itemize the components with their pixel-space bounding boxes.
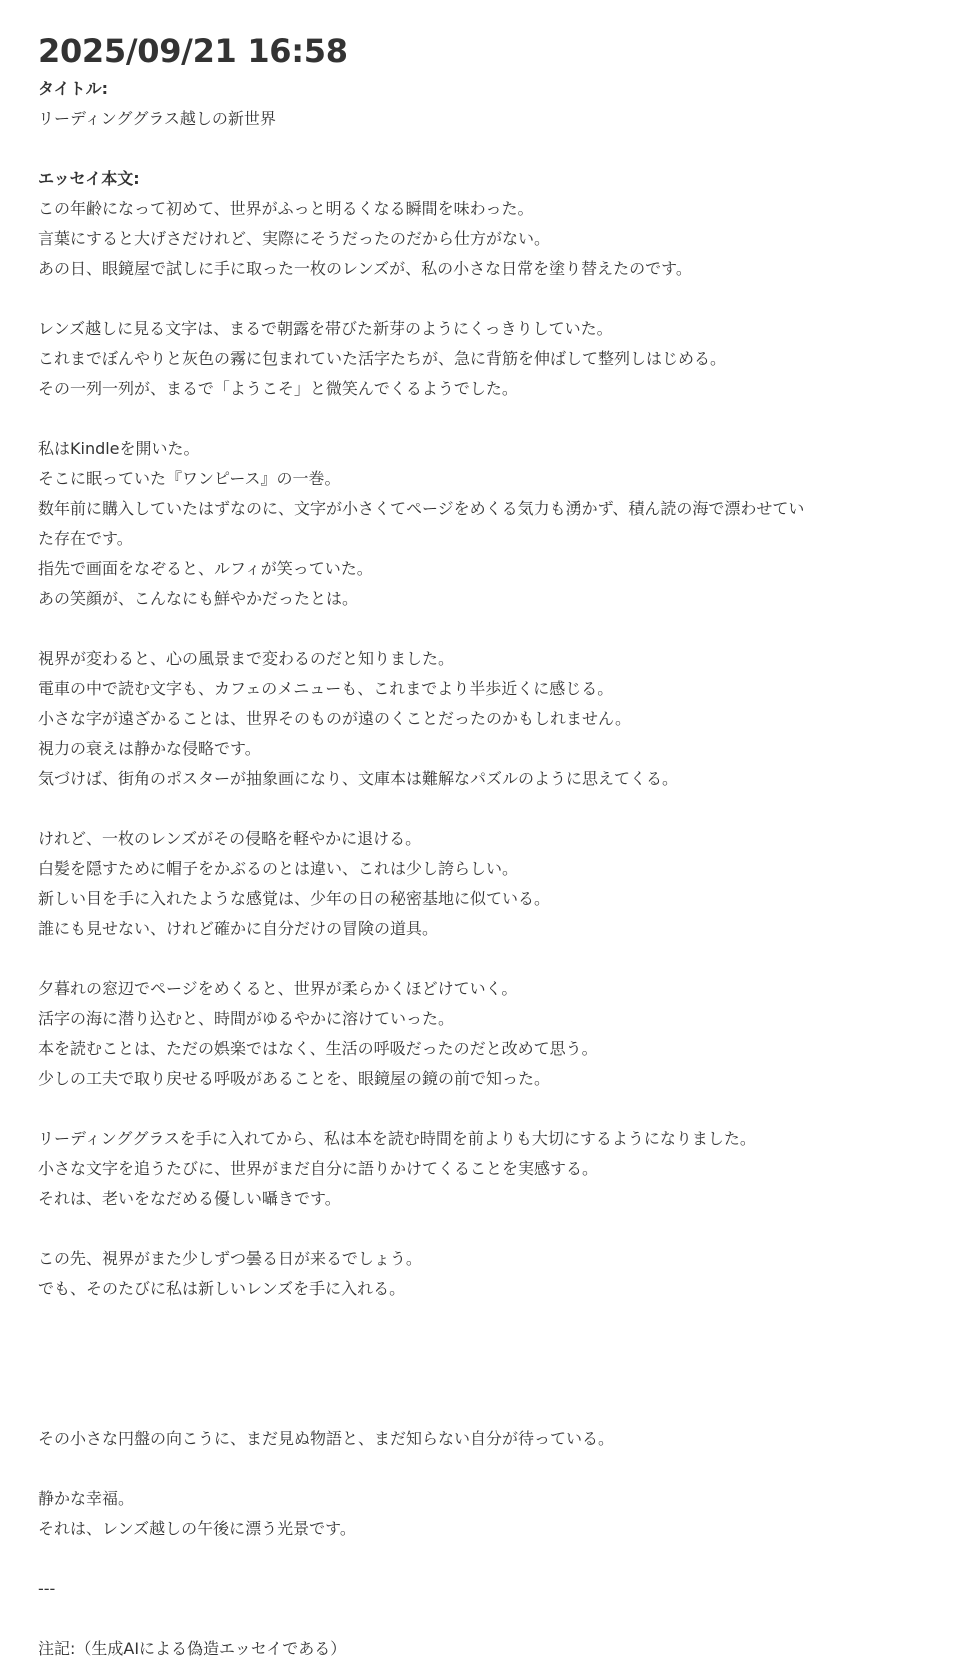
essay-line: 私はKindleを開いた。 [38, 439, 200, 458]
essay-paragraph [38, 314, 958, 404]
essay-line: この年齢になって初めて、世界がふっと明るくなる瞬間を味わった。 [38, 199, 534, 218]
essay-body-label: エッセイ本文: [38, 169, 140, 188]
spacer [38, 614, 958, 644]
spacer [38, 1544, 958, 1574]
essay-line: 小さな文字を追うたびに、世界がまだ自分に語りかけてくることを実感する。 [38, 1159, 599, 1178]
essay-title: リーディンググラス越しの新世界 [38, 109, 276, 128]
essay-paragraph [38, 1484, 958, 1544]
spacer [38, 1394, 958, 1424]
essay-line: 本を読むことは、ただの娯楽ではなく、生活の呼吸だったのだと改めて思う。 [38, 1039, 598, 1058]
essay-line: 誰にも見せない、けれど確かに自分だけの冒険の道具。 [38, 919, 439, 938]
spacer [38, 404, 958, 434]
essay-paragraph [38, 644, 958, 794]
spacer [38, 1094, 958, 1124]
essay-line: た存在です。 [38, 529, 133, 548]
essay-line: けれど、一枚のレンズがその侵略を軽やかに退ける。 [38, 829, 422, 848]
essay-line: その一列一列が、まるで「ようこそ」と微笑んでくるようでした。 [38, 379, 518, 398]
divider: --- [38, 1579, 56, 1598]
essay-line: 電車の中で読む文字も、カフェのメニューも、これまでより半歩近くに感じる。 [38, 679, 614, 698]
essay-line: でも、そのたびに私は新しいレンズを手に入れる。 [38, 1279, 406, 1298]
essay-line: 指先で画面をなぞると、ルフィが笑っていた。 [38, 559, 373, 578]
essay-line: それは、レンズ越しの午後に漂う光景です。 [38, 1519, 356, 1538]
essay-paragraph [38, 1124, 958, 1214]
essay-line: これまでぼんやりと灰色の霧に包まれていた活字たちが、急に背筋を伸ばして整列しはじめる。 [38, 349, 727, 368]
essay-line: レンズ越しに見る文字は、まるで朝露を帯びた新芽のようにくっきりしていた。 [38, 319, 613, 338]
footnote: 注記:（生成AIによる偽造エッセイである） [38, 1639, 347, 1658]
essay-line: 小さな字が遠ざかることは、世界そのものが遠のくことだったのかもしれません。 [38, 709, 631, 728]
essay-paragraph [38, 824, 958, 944]
timestamp-heading: 2025/09/21 16:58 [38, 32, 348, 70]
spacer [38, 1214, 958, 1244]
essay-line: それは、老いをなだめる優しい囁きです。 [38, 1189, 341, 1208]
spacer [38, 794, 958, 824]
essay-line: その小さな円盤の向こうに、まだ見ぬ物語と、まだ知らない自分が待っている。 [38, 1429, 615, 1448]
essay-paragraph [38, 1244, 958, 1304]
essay-line: 静かな幸福。 [38, 1489, 135, 1508]
essay-line: 新しい目を手に入れたような感覚は、少年の日の秘密基地に似ている。 [38, 889, 551, 908]
essay-line: そこに眠っていた『ワンピース』の一巻。 [38, 469, 341, 488]
essay-line: 白髪を隠すために帽子をかぶるのとは違い、これは少し誇らしい。 [38, 859, 519, 878]
essay-line: 視力の衰えは静かな侵略です。 [38, 739, 261, 758]
essay-line: あの笑顔が、こんなにも鮮やかだったとは。 [38, 589, 359, 608]
essay-paragraph [38, 974, 958, 1094]
essay-line: あの日、眼鏡屋で試しに手に取った一枚のレンズが、私の小さな日常を塗り替えたのです。 [38, 259, 692, 278]
essay-line: 気づけば、街角のポスターが抽象画になり、文庫本は難解なパズルのように思えてくる。 [38, 769, 679, 788]
spacer [38, 1604, 958, 1634]
essay-paragraph [38, 1424, 958, 1454]
essay-line: 少しの工夫で取り戻せる呼吸があることを、眼鏡屋の鏡の前で知った。 [38, 1069, 551, 1088]
essay-line: 言葉にすると大げさだけれど、実際にそうだったのだから仕方がない。 [38, 229, 551, 248]
essay-paragraph [38, 194, 958, 284]
spacer [38, 1454, 958, 1484]
essay-line: 活字の海に潜り込むと、時間がゆるやかに溶けていった。 [38, 1009, 455, 1028]
essay-line: 視界が変わると、心の風景まで変わるのだと知りました。 [38, 649, 455, 668]
essay-paragraph [38, 434, 958, 614]
essay-line: この先、視界がまた少しずつ曇る日が来るでしょう。 [38, 1249, 422, 1268]
document-page [38, 28, 958, 1664]
essay-line: 数年前に購入していたはずなのに、文字が小さくてページをめくる気力も湧かず、積ん読の海で漂わせてい [38, 499, 805, 518]
spacer [38, 944, 958, 974]
spacer [38, 1304, 958, 1394]
essay-line: 夕暮れの窓辺でページをめくると、世界が柔らかくほどけていく。 [38, 979, 518, 998]
title-label: タイトル: [38, 79, 109, 98]
spacer [38, 284, 958, 314]
spacer [38, 134, 958, 164]
essay-line: リーディンググラスを手に入れてから、私は本を読む時間を前よりも大切にするようになりました。 [38, 1129, 756, 1148]
